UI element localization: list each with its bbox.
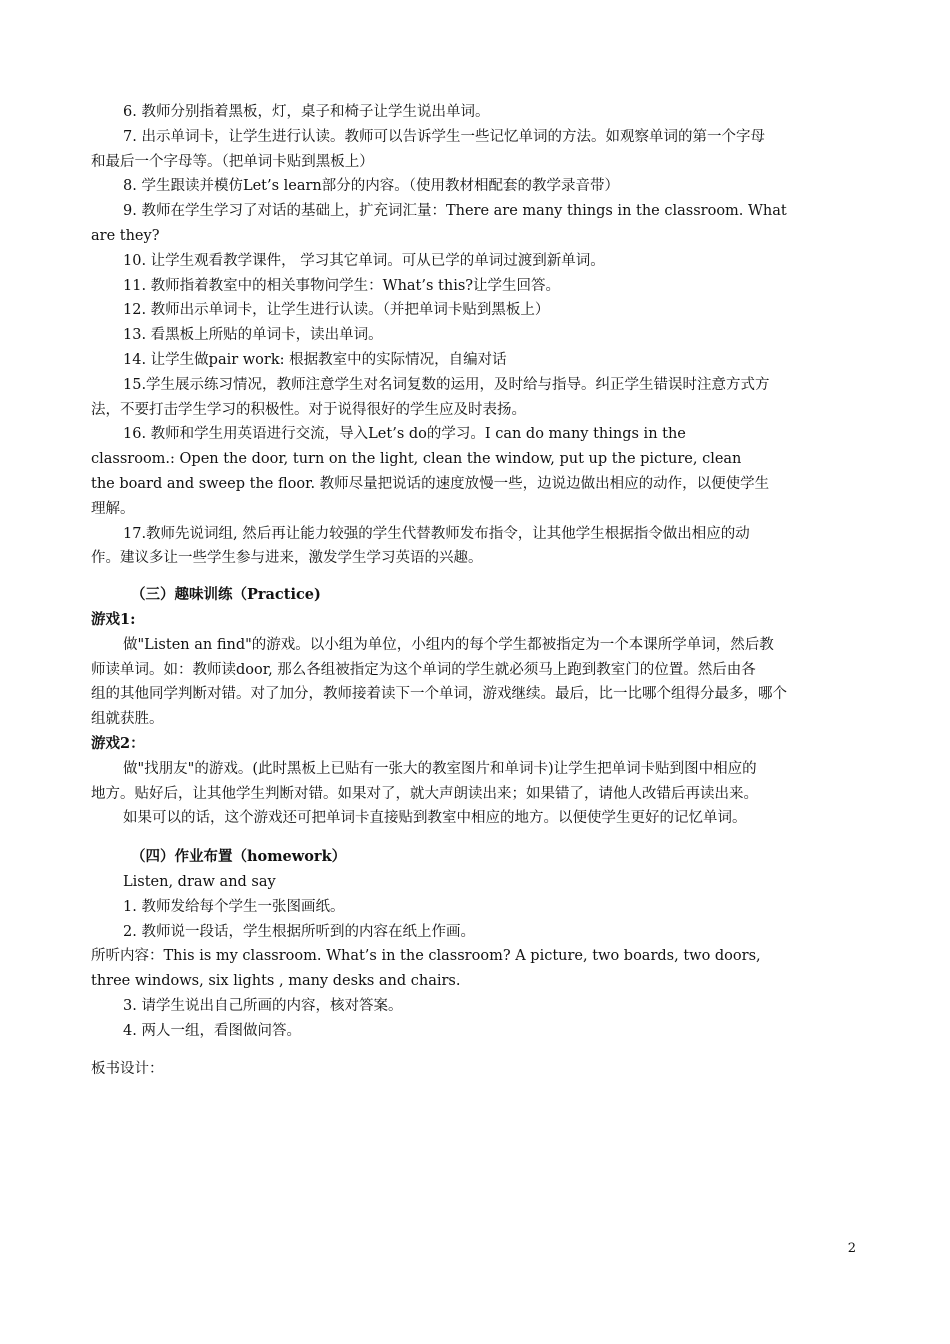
step-16-cont-3: 理解。 (91, 500, 135, 517)
step-17: 17.教师先说词组, 然后再让能力较强的学生代替教师发布指令，让其他学生根据指令做出相应的动 (123, 525, 750, 542)
step-6: 6. 教师分别指着黑板，灯，桌子和椅子让学生说出单词。 (123, 104, 490, 120)
step-7: 7. 出示单词卡，让学生进行认读。教师可以告诉学生一些记忆单词的方法。如观察单词的第一个字母 (123, 128, 765, 145)
page-number: 2 (847, 1241, 856, 1256)
game1-line-2: 师读单词。如：教师读door, 那么各组被指定为这个单词的学生就必须马上跑到教室门的位置。然后由各 (91, 661, 756, 678)
listening-content-2: three windows, six lights , many desks and chairs. (91, 973, 461, 990)
homework-heading: （四）作业布置（homework） (131, 848, 347, 866)
homework-step-2: 2. 教师说一段话，学生根据所听到的内容在纸上作画。 (123, 923, 475, 940)
spacer (91, 1043, 861, 1057)
homework-step-4: 4. 两人一组，看图做问答。 (123, 1022, 301, 1039)
step-13: 13. 看黑板上所贴的单词卡，读出单词。 (123, 327, 383, 344)
game2-line-1: 做"找朋友"的游戏。(此时黑板上已贴有一张大的教室图片和单词卡)让学生把单词卡贴到图中相应的 (123, 760, 757, 777)
step-15: 15.学生展示练习情况，教师注意学生对名词复数的运用，及时给与指导。纠正学生错误时注意方式方 (123, 376, 770, 393)
spacer (91, 831, 861, 845)
lesson-body (91, 100, 861, 1082)
step-7-cont: 和最后一个字母等。（把单词卡贴到黑板上） (91, 153, 374, 170)
game1-line-3: 组的其他同学判断对错。对了加分，教师接着读下一个单词，游戏继续。最后，比一比哪个组得分最多，哪个 (91, 686, 787, 703)
practice-heading: （三）趣味训练（Practice) (131, 586, 321, 604)
game2-title: 游戏2： (91, 734, 145, 752)
step-9: 9. 教师在学生学习了对话的基础上，扩充词汇量：There are many things in the classroom. What (123, 203, 787, 220)
step-16-cont-1: classroom.: Open the door, turn on the light, clean the window, put up the picture, clean (91, 451, 742, 468)
step-8: 8. 学生跟读并模仿Let’s learn部分的内容。（使用教材相配套的教学录音带） (123, 178, 620, 195)
step-15-cont: 法，不要打击学生学习的积极性。对于说得很好的学生应及时表扬。 (91, 401, 526, 418)
game2-line-3: 如果可以的话，这个游戏还可把单词卡直接贴到教室中相应的地方。以便使学生更好的记忆单词。 (123, 810, 747, 827)
board-design-label: 板书设计： (91, 1061, 164, 1078)
listening-content-1: 所听内容：This is my classroom. What’s in the classroom? A picture, two boards, two doors, (91, 948, 761, 965)
step-10: 10. 让学生观看教学课件， 学习其它单词。可从已学的单词过渡到新单词。 (123, 252, 605, 269)
step-16: 16. 教师和学生用英语进行交流，导入Let’s do的学习。I can do many things in the (123, 426, 686, 443)
homework-step-1: 1. 教师发给每个学生一张图画纸。 (123, 898, 345, 915)
step-16-cont-2: the board and sweep the floor. 教师尽量把说话的速度放慢一些，边说边做出相应的动作，以便使学生 (91, 475, 770, 492)
game1-line-1: 做"Listen an find"的游戏。以小组为单位，小组内的每个学生都被指定为一个本课所学单词，然后教 (123, 636, 774, 653)
game1-title: 游戏1: (91, 610, 136, 628)
step-14: 14. 让学生做pair work: 根据教室中的实际情况，自编对话 (123, 351, 507, 368)
spacer (91, 571, 861, 583)
game2-line-2: 地方。贴好后，让其他学生判断对错。如果对了，就大声朗读出来；如果错了，请他人改错后再读出来。 (91, 785, 758, 802)
step-9-cont: are they? (91, 227, 160, 244)
step-11: 11. 教师指着教室中的相关事物问学生：What’s this?让学生回答。 (123, 277, 561, 294)
step-12: 12. 教师出示单词卡，让学生进行认读。（并把单词卡贴到黑板上） (123, 302, 550, 319)
game1-line-4: 组就获胜。 (91, 711, 164, 728)
homework-step-3: 3. 请学生说出自己所画的内容，核对答案。 (123, 997, 403, 1014)
homework-intro: Listen, draw and say (123, 873, 276, 890)
step-17-cont: 作。建议多让一些学生参与进来，激发学生学习英语的兴趣。 (91, 550, 483, 567)
